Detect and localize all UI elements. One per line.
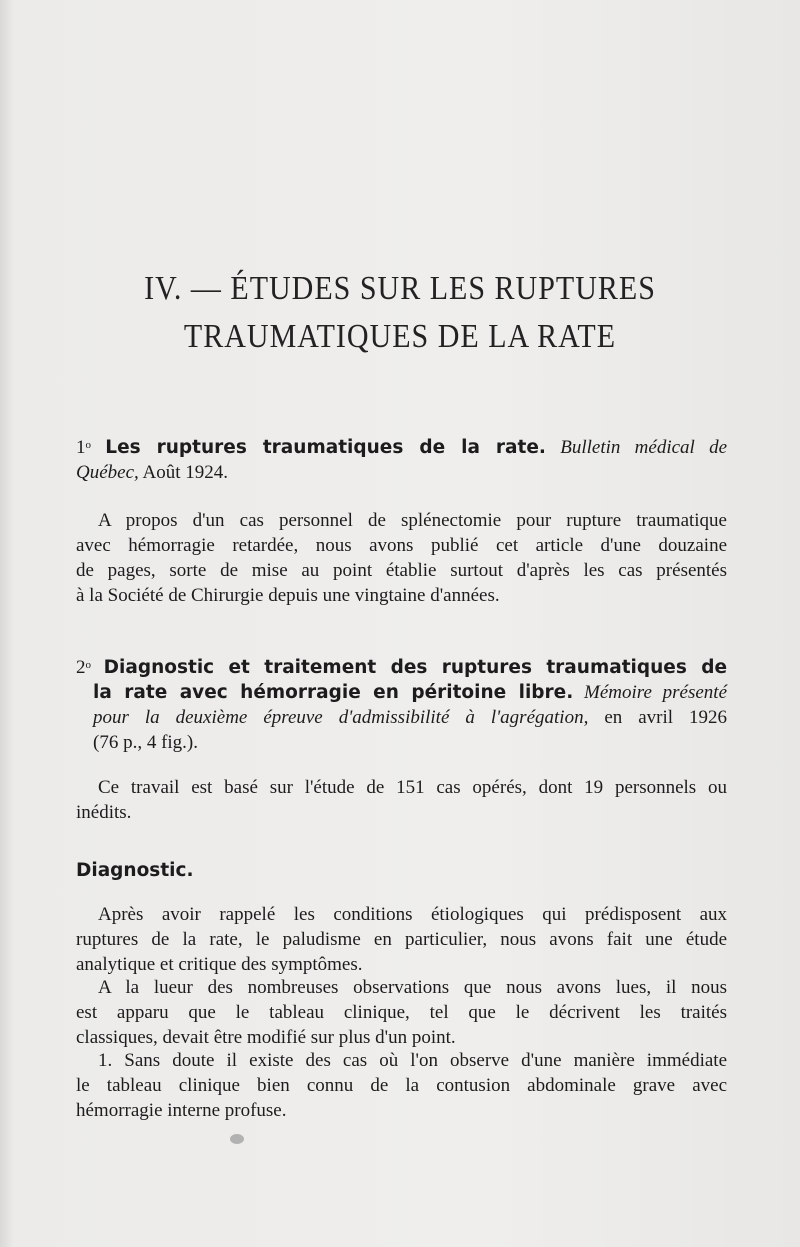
section-2-citation-line <box>76 705 727 730</box>
section-2-number: 2 <box>76 657 86 678</box>
section-2-pages: (76 p., 4 fig.). <box>93 732 199 753</box>
paragraph-line: ruptures de la rate, le paludisme en particulier, nous avons fait une étude <box>76 929 727 950</box>
section-1-citation-date: Août 1924. <box>142 462 228 483</box>
section-2 <box>76 655 727 755</box>
section-2-heading-2: la rate avec hémorragie en péritoine libre. <box>93 682 574 703</box>
paragraph-line: le tableau clinique bien connu de la contusion abdominale grave avec <box>76 1075 727 1096</box>
chapter-title-line-2: TRAUMATIQUES DE LA RATE <box>183 317 617 355</box>
section-1-heading: Les ruptures traumatiques de la rate. <box>105 437 546 458</box>
paragraph-line: de pages, sorte de mise au point établie surtout d'après les cas présentés <box>76 560 727 581</box>
paragraph-line: avec hémorragie retardée, nous avons publié cet article d'une douzaine <box>76 535 727 556</box>
diagnostic-paragraph-3 <box>76 1048 727 1123</box>
ink-smudge <box>230 1134 244 1144</box>
section-2-italic-b: pour la deuxième épreuve d'admissibilité à l'agrégation, <box>93 707 589 728</box>
diagnostic-paragraph-1 <box>76 902 727 977</box>
diagnostic-heading-block <box>76 858 727 883</box>
section-1-sup: o <box>85 439 91 451</box>
paragraph-line: A la lueur des nombreuses observations que nous avons lues, il nous <box>98 977 727 998</box>
section-2-date: en avril 1926 <box>604 707 728 728</box>
paragraph-line: à la Société de Chirurgie depuis une vingtaine d'années. <box>76 585 500 606</box>
diagnostic-paragraph-2 <box>76 975 727 1050</box>
paragraph-line: Ce travail est basé sur l'étude de 151 cas opérés, dont 19 personnels ou <box>98 777 727 798</box>
section-1-paragraph <box>76 508 727 608</box>
chapter-title-line-1: IV. — ÉTUDES SUR LES RUPTURES <box>144 269 656 307</box>
paragraph-line: hémorragie interne profuse. <box>76 1100 287 1121</box>
section-2-sup: o <box>85 659 91 671</box>
section-2-heading-line-1 <box>76 655 727 680</box>
paragraph-line: classiques, devait être modifié sur plus d'un point. <box>76 1027 456 1048</box>
paragraph-line: est apparu que le tableau clinique, tel que le décrivent les traités <box>76 1002 727 1023</box>
section-2-heading-line-2 <box>76 680 727 705</box>
paragraph-line: inédits. <box>76 802 132 823</box>
section-1 <box>76 435 727 485</box>
paragraph-line: Après avoir rappelé les conditions étiologiques qui prédisposent aux <box>98 904 727 925</box>
section-1-heading-line <box>76 435 727 460</box>
section-2-paragraph <box>76 775 727 825</box>
paragraph-line: A propos d'un cas personnel de splénectomie pour rupture traumatique <box>98 510 727 531</box>
paragraph-line: analytique et critique des symptômes. <box>76 954 363 975</box>
section-2-italic-a: Mémoire présenté <box>584 682 728 703</box>
section-1-citation-journal: Québec, <box>76 462 139 483</box>
section-1-number: 1 <box>76 437 86 458</box>
section-1-citation: Bulletin médical de <box>560 437 728 458</box>
paragraph-line: 1. Sans doute il existe des cas où l'on observe d'une manière immédiate <box>98 1050 727 1071</box>
section-1-citation-line <box>76 460 727 485</box>
section-2-heading-1: Diagnostic et traitement des ruptures traumatiques de <box>103 657 728 678</box>
diagnostic-heading: Diagnostic. <box>76 860 194 881</box>
